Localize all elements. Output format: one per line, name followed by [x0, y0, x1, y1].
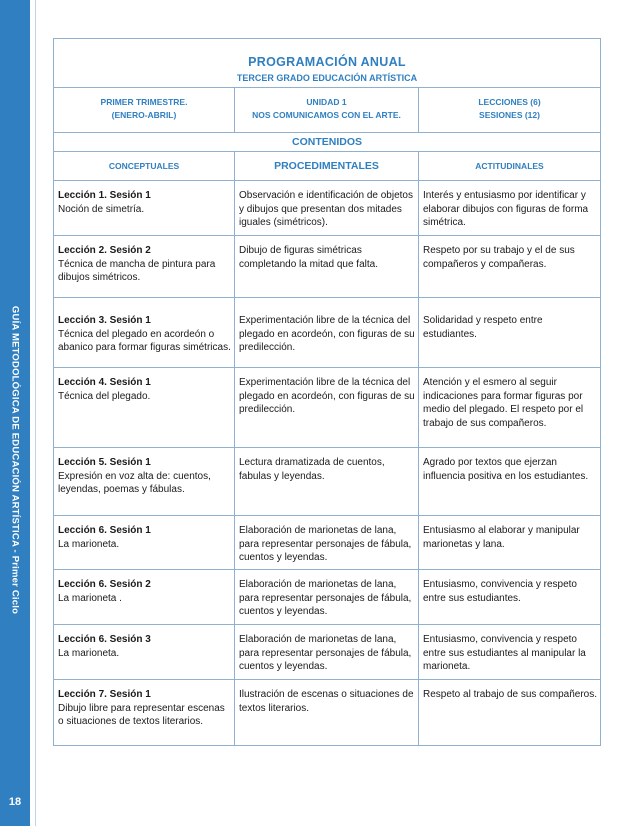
conceptual-text: Técnica del plegado en acordeón o abanico para formar figuras simétricas.: [58, 328, 231, 353]
attitudinal-cell: Solidaridad y respeto entre estudiantes.: [419, 298, 601, 368]
procedural-cell: Elaboración de marionetas de lana, para representar personajes de fábula, cuentos y leyendas.: [235, 570, 419, 625]
conceptual-cell: [54, 570, 235, 625]
table-row: [54, 570, 601, 625]
conceptual-cell: [54, 448, 235, 516]
lesson-title: Lección 4. Sesión 1: [58, 377, 151, 388]
lesson-title: Lección 6. Sesión 1: [58, 525, 151, 536]
conceptual-text: Técnica de mancha de pintura para dibujos simétricos.: [58, 258, 216, 283]
lesson-title: Lección 2. Sesión 2: [58, 245, 151, 256]
conceptual-text: Técnica del plegado.: [58, 390, 151, 402]
sidebar-divider: [35, 0, 36, 826]
attitudinal-cell: Respeto por su trabajo y el de sus compañeros y compañeras.: [419, 236, 601, 298]
conceptual-cell: [54, 236, 235, 298]
table-row: [54, 236, 601, 298]
table-row: [54, 680, 601, 746]
lessons-count: LECCIONES (6): [478, 97, 541, 107]
conceptual-text: La marioneta.: [58, 647, 120, 659]
procedural-cell: Experimentación libre de la técnica del plegado en acordeón, con figuras de su predilección.: [235, 298, 419, 368]
procedural-cell: Observación e identificación de objetos y dibujos que presentan dos mitades iguales (simétricos).: [235, 181, 419, 236]
conceptual-cell: [54, 516, 235, 570]
conceptual-text: La marioneta .: [58, 592, 122, 604]
procedural-cell: Dibujo de figuras simétricas completando la mitad que falta.: [235, 236, 419, 298]
table-title-cell: [54, 39, 601, 88]
page-number: 18: [8, 796, 22, 808]
conceptual-text: Noción de simetría.: [58, 203, 145, 215]
lesson-title: Lección 6. Sesión 2: [58, 579, 151, 590]
annual-program-table: [53, 38, 601, 746]
lesson-title: Lección 6. Sesión 3: [58, 634, 151, 645]
col-attitudinal-header: [419, 152, 601, 181]
col-procedural-header: [235, 152, 419, 181]
lesson-title: Lección 1. Sesión 1: [58, 190, 151, 201]
attitudinal-cell: Interés y entusiasmo por identificar y elaborar dibujos con figuras de forma simétrica.: [419, 181, 601, 236]
procedural-cell: Elaboración de marionetas de lana, para representar personajes de fábula, cuentos y leyendas.: [235, 516, 419, 570]
lesson-title: Lección 3. Sesión 1: [58, 315, 151, 326]
attitudinal-cell: Agrado por textos que ejerzan influencia positiva en los estudiantes.: [419, 448, 601, 516]
procedural-cell: Experimentación libre de la técnica del plegado en acordeón, con figuras de su predilección.: [235, 368, 419, 448]
conceptual-cell: [54, 625, 235, 680]
attitudinal-cell: Atención y el esmero al seguir indicaciones para formar figuras por medio del plegado. El respeto por el trabajo de sus compañeros.: [419, 368, 601, 448]
table-row: [54, 181, 601, 236]
attitudinal-cell: Entusiasmo, convivencia y respeto entre sus estudiantes al manipular la marioneta.: [419, 625, 601, 680]
guide-title-vertical: GUÍA METODOLÓGICA DE EDUCACIÓN ARTÍSTICA - Primer Ciclo: [9, 305, 21, 615]
conceptual-text: La marioneta.: [58, 538, 120, 550]
attitudinal-cell: Respeto al trabajo de sus compañeros.: [419, 680, 601, 746]
table-row: [54, 298, 601, 368]
procedural-cell: Elaboración de marionetas de lana, para representar personajes de fábula, cuentos y leyendas.: [235, 625, 419, 680]
conceptual-cell: [54, 298, 235, 368]
conceptual-text: Dibujo libre para representar escenas o situaciones de textos literarios.: [58, 702, 225, 727]
unit-cell: [235, 88, 419, 133]
trimester-label: PRIMER TRIMESTRE.: [100, 97, 188, 107]
col-procedural-label: PROCEDIMENTALES: [274, 160, 379, 172]
table-subtitle: TERCER GRADO EDUCACIÓN ARTÍSTICA: [236, 73, 418, 83]
table-row: [54, 448, 601, 516]
table-row: [54, 625, 601, 680]
contents-heading: CONTENIDOS: [54, 133, 601, 152]
sessions-count: SESIONES (12): [479, 110, 540, 120]
period-label: (ENERO-ABRIL): [111, 110, 177, 120]
conceptual-cell: [54, 181, 235, 236]
attitudinal-cell: Entusiasmo al elaborar y manipular marionetas y lana.: [419, 516, 601, 570]
col-conceptual-header: [54, 152, 235, 181]
procedural-cell: Ilustración de escenas o situaciones de textos literarios.: [235, 680, 419, 746]
conceptual-text: Expresión en voz alta de: cuentos, leyendas, poemas y fábulas.: [58, 470, 211, 495]
sidebar-caption: [0, 305, 30, 615]
conceptual-cell: [54, 680, 235, 746]
lesson-title: Lección 5. Sesión 1: [58, 457, 151, 468]
attitudinal-cell: Entusiasmo, convivencia y respeto entre sus estudiantes.: [419, 570, 601, 625]
procedural-cell: Lectura dramatizada de cuentos, fabulas y leyendas.: [235, 448, 419, 516]
unit-name: NOS COMUNICAMOS CON EL ARTE.: [252, 110, 401, 120]
col-attitudinal-label: ACTITUDINALES: [475, 161, 544, 171]
unit-label: UNIDAD 1: [306, 97, 347, 107]
table-row: [54, 368, 601, 448]
lessons-cell: [419, 88, 601, 133]
lesson-title: Lección 7. Sesión 1: [58, 689, 151, 700]
conceptual-cell: [54, 368, 235, 448]
col-conceptual-label: CONCEPTUALES: [108, 161, 180, 171]
trimester-cell: [54, 88, 235, 133]
table-title: PROGRAMACIÓN ANUAL: [248, 55, 406, 69]
table-row: [54, 516, 601, 570]
